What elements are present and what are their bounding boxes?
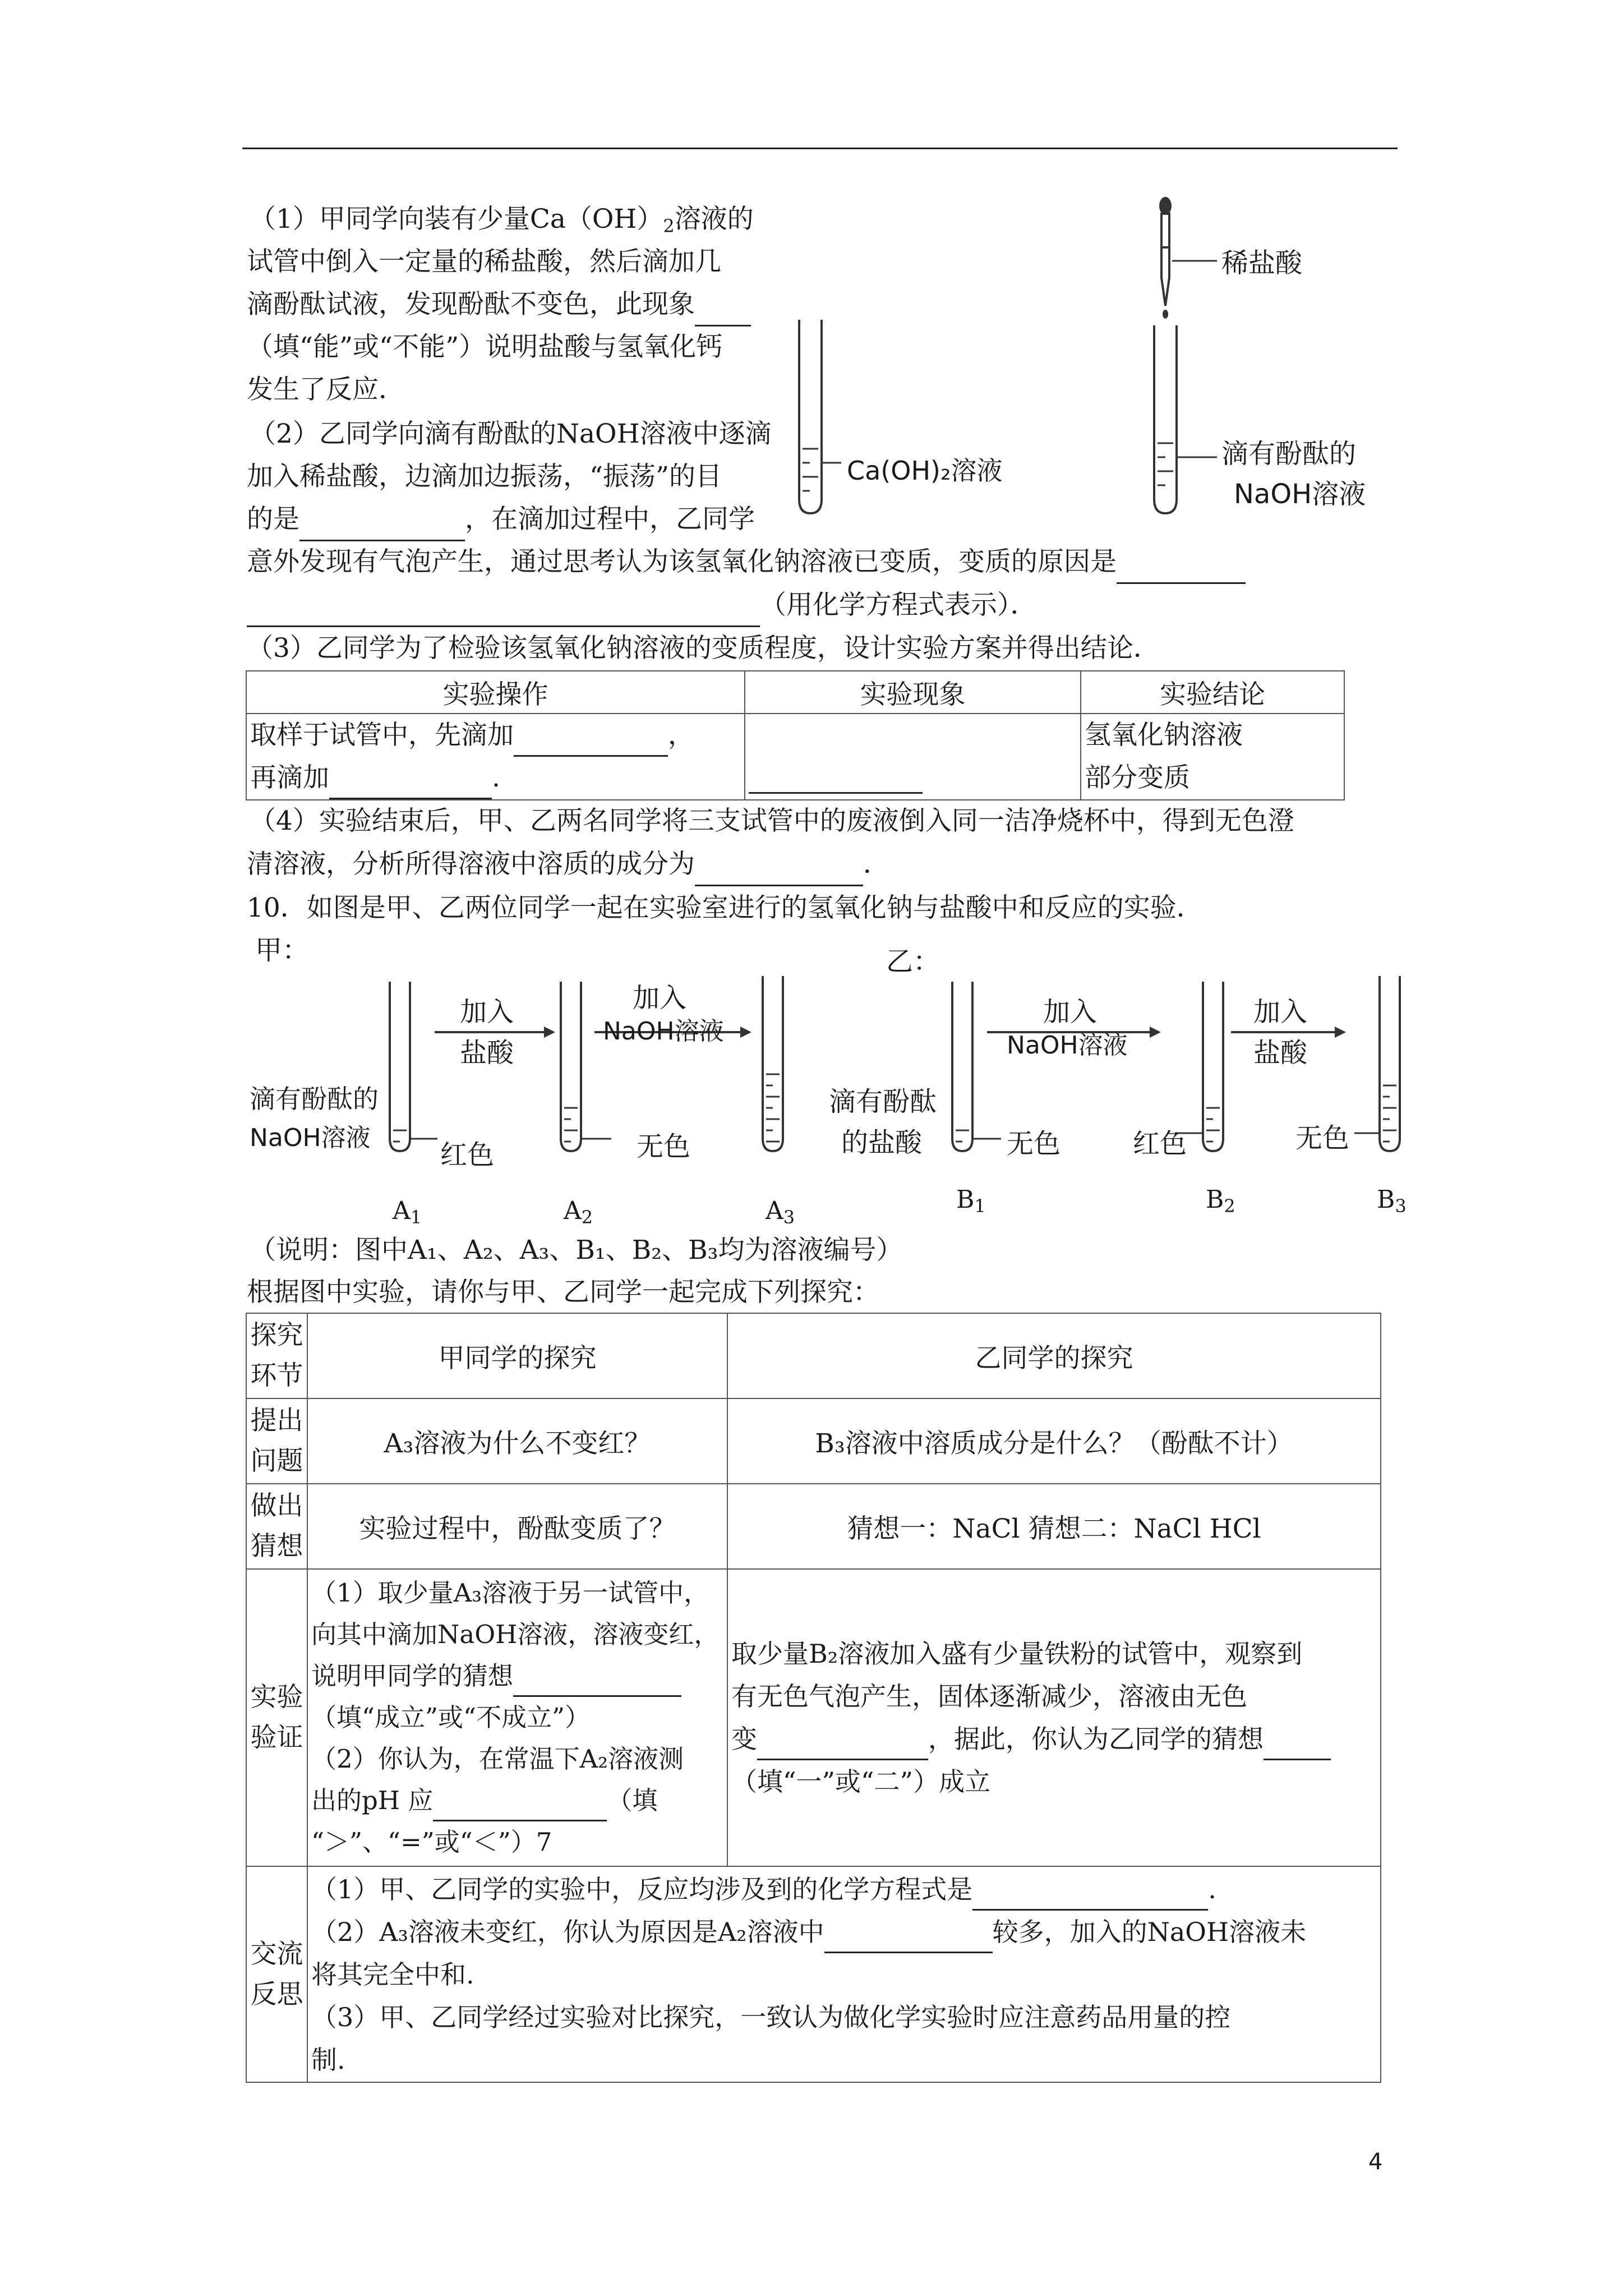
q9-p1-line1: （1）甲同学向装有少量$Ca(OH)_2$溶液的 — [250, 204, 754, 237]
q9-p2-line2: 加入稀盐酸，边滴加边振荡，“振荡”的目 — [247, 461, 722, 492]
caoh2-label: Ca(OH)₂溶液 — [847, 455, 1003, 486]
q9-p4-line2: 清溶液，分析所得溶液中溶质的成分为 ． — [247, 843, 889, 886]
q9-p1-line5: 发生了反应． — [247, 374, 405, 405]
answer-blank[interactable] — [1117, 551, 1246, 584]
a-arrow2-top: 加入 — [633, 982, 687, 1014]
row-head: 提出问题 — [246, 1398, 307, 1484]
q10-figure — [241, 970, 1419, 1161]
tube-id-a3: $A_3$ — [766, 1197, 795, 1228]
row-head: 实验验证 — [246, 1569, 307, 1866]
table-cell: A₃溶液为什么不变红？ — [307, 1398, 727, 1484]
tube-id-b2: $B_2$ — [1206, 1185, 1235, 1217]
tube-id-b3: $B_3$ — [1377, 1185, 1407, 1217]
q9-p1-line3: 滴酚酞试液，发现酚酞不变色，此现象 — [247, 283, 751, 326]
test-tube-icon — [1354, 976, 1400, 1151]
row-head: 探究环节 — [246, 1313, 307, 1398]
jia-label: 甲： — [255, 935, 310, 966]
table-cell: 氢氧化钠溶液 部分变质 — [1081, 714, 1344, 800]
test-tube-icon — [1154, 325, 1217, 513]
q9-p4-line1: （4）实验结束后，甲、乙两名同学将三支试管中的废液倒入同一洁净烧杯中，得到无色澄 — [250, 806, 1294, 836]
a-arrow2-bottom: NaOH溶液 — [603, 1017, 724, 1046]
q9-p1-line4: （填“能”或“不能”）说明盐酸与氢氧化钙 — [247, 332, 723, 362]
q10-note: （说明：图中A₁、A₂、A₃、B₁、B₂、B₃均为溶液编号） — [250, 1235, 903, 1266]
yi-label: 乙： — [886, 946, 940, 977]
q10-inquiry-table — [246, 1313, 1381, 2083]
b-arrow2-bottom: 盐酸 — [1253, 1037, 1308, 1069]
table-cell: 实验过程中，酚酞变质了？ — [307, 1484, 727, 1569]
answer-blank[interactable] — [972, 1878, 1208, 1911]
q9-experiment-table — [246, 670, 1345, 800]
table-header: 乙同学的探究 — [727, 1313, 1381, 1398]
b-red: 红色 — [1133, 1128, 1187, 1159]
b-left-2: 的盐酸 — [841, 1127, 923, 1158]
q9-p2-line1: （2）乙同学向滴有酚酞的NaOH溶液中逐滴 — [250, 418, 772, 449]
table-cell: 取样于试管中，先滴加 ， 再滴加 . — [246, 714, 745, 800]
naoh-phenol-label-1: 滴有酚酞的 — [1221, 438, 1357, 470]
answer-blank[interactable] — [749, 761, 923, 794]
table-header: 实验结论 — [1081, 671, 1344, 714]
answer-blank[interactable] — [299, 508, 465, 541]
test-tube-icon — [763, 976, 783, 1151]
a-left-1: 滴有酚酞的 — [250, 1084, 379, 1114]
dilute-hcl-label: 稀盐酸 — [1221, 247, 1303, 279]
tube-id-a2: $A_2$ — [564, 1197, 593, 1228]
table-cell — [745, 714, 1081, 800]
table-header: 甲同学的探究 — [307, 1313, 727, 1398]
a-colorless: 无色 — [637, 1131, 691, 1162]
answer-blank[interactable] — [433, 1788, 607, 1821]
a-red: 红色 — [440, 1139, 495, 1171]
table-cell: B₃溶液中溶质成分是什么？（酚酞不计） — [727, 1398, 1381, 1484]
test-tube-icon — [390, 982, 437, 1151]
a-arrow1-bottom: 盐酸 — [460, 1037, 514, 1069]
table-header: 实验现象 — [745, 671, 1081, 714]
page-number: 4 — [1368, 2149, 1383, 2175]
tube-id-b1: $B_1$ — [956, 1185, 986, 1217]
dropper-icon — [1159, 197, 1217, 319]
answer-blank[interactable] — [329, 766, 492, 799]
answer-blank[interactable] — [695, 853, 863, 886]
table-header: 实验操作 — [246, 671, 745, 714]
q10-stem: 10．如图是甲、乙两位同学一起在实验室进行的氢氧化钠与盐酸中和反应的实验． — [247, 892, 1203, 923]
q9-p2-line3: 的是 ，在滴加过程中，乙同学 — [247, 498, 755, 541]
test-tube-icon — [952, 982, 1001, 1151]
a-arrow1-top: 加入 — [460, 996, 514, 1028]
b-arrow1-top: 加入 — [1043, 996, 1098, 1028]
test-tube-icon — [561, 982, 611, 1151]
table-cell: （1）取少量A₃溶液于另一试管中， 向其中滴加NaOH溶液，溶液变红， 说明甲同学的猜想 （填“成立”或“不成立”） （2）你认为，在常温下A₂溶液测 出的pH 应 （填 “＞”、“=”或“＜”）7 — [307, 1569, 727, 1866]
q9-p3: （3）乙同学为了检验该氢氧化钠溶液的变质程度，设计实验方案并得出结论． — [247, 633, 1160, 664]
answer-blank[interactable] — [695, 293, 751, 326]
q9-p1-line2: 试管中倒入一定量的稀盐酸，然后滴加几 — [247, 246, 721, 277]
table-cell: 取少量B₂溶液加入盛有少量铁粉的试管中，观察到 有无色气泡产生，固体逐渐减少，溶液由无色 变 ，据此，你认为乙同学的猜想 （填“一”或“二”）成立 — [727, 1569, 1381, 1866]
tube-id-a1: $A_1$ — [393, 1197, 422, 1228]
row-head: 交流反思 — [246, 1866, 307, 2082]
b-arrow1-bottom: NaOH溶液 — [1007, 1031, 1128, 1060]
answer-blank[interactable] — [824, 1920, 993, 1953]
table-cell: 猜想一：NaCl 猜想二：NaCl HCl — [727, 1484, 1381, 1569]
test-tube-icon — [799, 320, 841, 513]
q9-p2-line5: （用化学方程式表示）． — [247, 583, 1037, 627]
naoh-phenol-label-2: NaOH溶液 — [1234, 478, 1366, 510]
answer-blank[interactable] — [247, 594, 760, 627]
header-rule — [242, 148, 1398, 149]
answer-blank[interactable] — [513, 1664, 681, 1697]
b3-colorless: 无色 — [1295, 1122, 1350, 1154]
answer-blank[interactable] — [514, 724, 668, 757]
q10-intro: 根据图中实验，请你与甲、乙同学一起完成下列探究： — [247, 1277, 879, 1308]
row-head: 做出猜想 — [246, 1484, 307, 1569]
b-arrow2-top: 加入 — [1253, 996, 1308, 1028]
table-cell: （1）甲、乙同学的实验中，反应均涉及到的化学方程式是 . （2）A₃溶液未变红，你认为原因是A₂溶液中 较多，加入的NaOH溶液未 将其完全中和. （3）甲、乙同学经过实验对比探究，一致认为做化学实验时应注意药品用量的控 制. — [307, 1866, 1381, 2082]
b-colorless: 无色 — [1007, 1128, 1061, 1159]
q9-p2-line4: 意外发现有气泡产生，通过思考认为该氢氧化钠溶液已变质，变质的原因是 — [247, 540, 1246, 584]
a-left-2: NaOH溶液 — [250, 1124, 371, 1152]
answer-blank[interactable] — [1264, 1727, 1331, 1760]
b-left-1: 滴有酚酞 — [829, 1086, 937, 1117]
answer-blank[interactable] — [757, 1727, 928, 1760]
